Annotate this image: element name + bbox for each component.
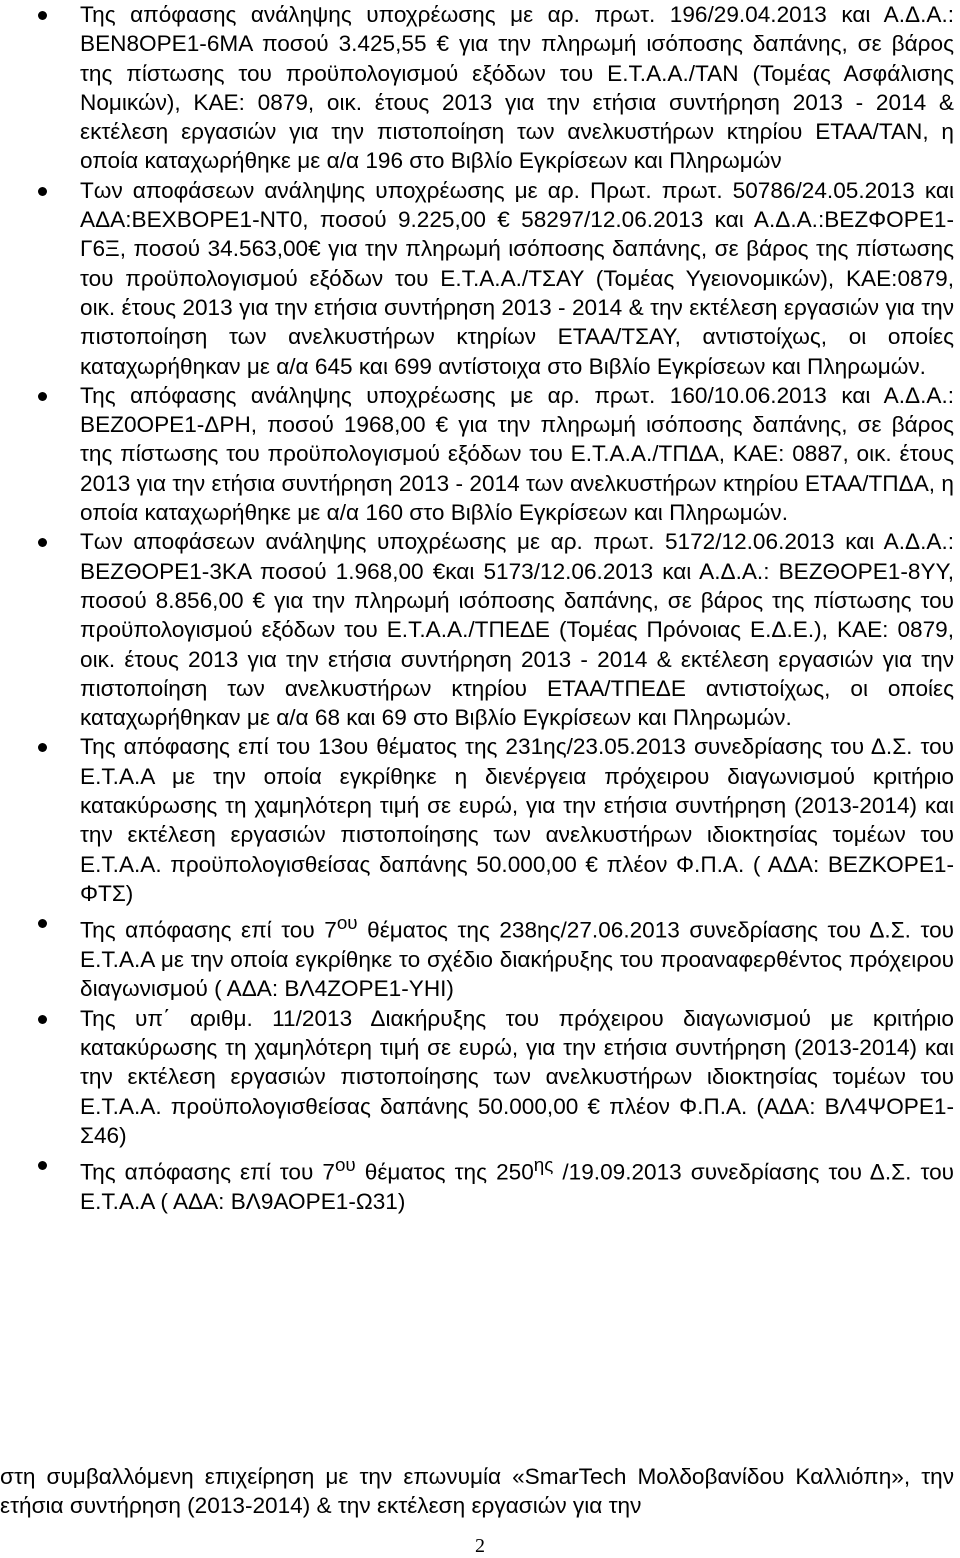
closing-paragraph: στη συμβαλλόμενη επιχείρηση με την επωνυμία «SmarTech Μολδοβανίδου Καλλιόπη», την ετήσια συντήρηση (2013-2014) & την εκτέλεση εργασιών για την: [0, 1464, 954, 1519]
list-item: [0, 1004, 960, 1150]
bullet-icon: [38, 187, 47, 196]
bullet-icon: [38, 919, 47, 928]
list-item-text: Της απόφασης ανάληψης υποχρέωσης με αρ. πρωτ. 196/29.04.2013 και Α.Δ.Α.: ΒΕΝ8ΟΡΕ1-6ΜΑ ποσού 3.425,55 € για την πληρωμή ισόποσης δαπάνης, σε βάρος της πίστωσης του προϋπολογισμού εξόδων του Ε.Τ.Α.Α./ΤΑΝ (Τομέας Ασφάλισης Νομικών), ΚΑΕ: 0879, οικ. έτους 2013 για την ετήσια συντήρηση 2013 - 2014 & εκτέλεση εργασιών για την πιστοποίηση των ανελκυστήρων κτηρίου ΕΤΑΑ/ΤΑΝ, η οποία καταχωρήθηκε με α/α 196 στο Βιβλίο Εγκρίσεων και Πληρωμών: [80, 2, 954, 174]
bullet-icon: [38, 392, 47, 401]
list-item-text: Των αποφάσεων ανάληψης υποχρέωσης με αρ. Πρωτ. πρωτ. 50786/24.05.2013 και ΑΔΑ:ΒΕΧΒΟΡΕ1-ΝΤ0, ποσού 9.225,00 € 58297/12.06.2013 και Α.Δ.Α.:ΒΕΖΦΟΡΕ1-Γ6Ξ, ποσού 34.563,00€ για την πληρωμή ισόποσης δαπάνης, σε βάρος της πίστωσης του προϋπολογισμού εξόδων του Ε.Τ.Α.Α./ΤΣΑΥ (Τομέας Υγειονομικών), ΚΑΕ:0879, οικ. έτους 2013 για την ετήσια συντήρηση 2013 - 2014 & την εκτέλεση εργασιών για την πιστοποίηση των ανελκυστήρων κτηρίων ΕΤΑΑ/ΤΣΑΥ, αντιστοίχως, οι οποίες καταχωρήθηκαν με α/α 645 και 699 αντίστοιχα στο Βιβλίο Εγκρίσεων και Πληρωμών.: [80, 177, 954, 379]
bullet-icon: [38, 538, 47, 547]
text-segment: θέματος της 250: [355, 1159, 534, 1185]
superscript: ης: [533, 1154, 554, 1176]
list-item: [0, 527, 960, 732]
text-segment: θέματος της 238ης/27.06.2013 συνεδρίασης του Δ.Σ. του Ε.Τ.Α.Α με την οποία εγκρίθηκε το σχέδιο διακήρυξης του προαναφερθέντος πρόχειρου διαγωνισμού ( ΑΔΑ: ΒΛ4ΖΟΡΕ1-ΥΗΙ): [80, 917, 954, 1002]
bullet-icon: [38, 743, 47, 752]
bullet-icon: [38, 11, 47, 20]
bullet-icon: [38, 1161, 47, 1170]
text-segment: /19.09.2013 συνεδρίασης του Δ.Σ. του Ε.Τ.Α.Α ( ΑΔΑ: ΒΛ9ΑΟΡΕ1-Ω31): [80, 1159, 954, 1214]
list-item-text: Της απόφασης επί του 13ου θέματος της 231ης/23.05.2013 συνεδρίασης του Δ.Σ. του Ε.Τ.Α.Α με την οποία εγκρίθηκε η διενέργεια πρόχειρου διαγωνισμού κριτήριο κατακύρωσης τη χαμηλότερη τιμή σε ευρώ, για την ετήσια συντήρηση (2013-2014) και την εκτέλεση εργασιών πιστοποίησης των ανελκυστήρων ιδιοκτησίας τομέων του Ε.Τ.Α.Α. προϋπολογισθείσας δαπάνης 50.000,00 € πλέον Φ.Π.Α. ( ΑΔΑ: ΒΕΖΚΟΡΕ1-ΦΤΣ): [80, 734, 954, 906]
text-segment: Της απόφασης επί του 7: [80, 917, 337, 943]
list-item-text: Της υπ΄ αριθμ. 11/2013 Διακήρυξης του πρόχειρου διαγωνισμού με κριτήριο κατακύρωσης τη χαμηλότερη τιμή σε ευρώ, για την ετήσια συντήρηση (2013-2014) και την εκτέλεση εργασιών πιστοποίησης των ανελκυστήρων ιδιοκτησίας τομέων του Ε.Τ.Α.Α. προϋπολογισθείσας δαπάνης 50.000,00 € πλέον Φ.Π.Α. (ΑΔΑ: ΒΛ4ΨΟΡΕ1-Σ46): [80, 1005, 954, 1148]
page-number: 2: [475, 1535, 485, 1557]
list-item: [0, 1150, 960, 1216]
list-item-text: [80, 908, 954, 1003]
list-item: [0, 732, 960, 908]
list-item: [0, 176, 960, 381]
superscript: ου: [336, 912, 358, 934]
list-item: [0, 0, 960, 176]
list-item-text: Της απόφασης ανάληψης υποχρέωσης με αρ. πρωτ. 160/10.06.2013 και Α.Δ.Α.: ΒΕΖ0ΟΡΕ1-ΔΡΗ, ποσού 1968,00 € για την πληρωμή ισόποσης δαπάνης, σε βάρος της πίστωσης του προϋπολογισμού εξόδων του Ε.Τ.Α.Α./ΤΠΔΑ, ΚΑΕ: 0887, οικ. έτους 2013 για την ετήσια συντήρηση 2013 - 2014 των ανελκυστήρων κτηρίου ΕΤΑΑ/ΤΠΔΑ, η οποία καταχωρήθηκε με α/α 160 στο Βιβλίο Εγκρίσεων και Πληρωμών.: [80, 382, 954, 526]
list-item-text: Των αποφάσεων ανάληψης υποχρέωσης με αρ. πρωτ. 5172/12.06.2013 και Α.Δ.Α.: ΒΕΖΘΟΡΕ1-3ΚΑ ποσού 1.968,00 €και 5173/12.06.2013 και Α.Δ.Α.: ΒΕΖΘΟΡΕ1-8ΥΥ, ποσού 8.856,00 € για την πληρωμή ισόποσης δαπάνης, σε βάρος της πίστωσης του προϋπολογισμού εξόδων του Ε.Τ.Α.Α./ΤΠΕΔΕ (Τομέας Πρόνοιας Ε.Δ.Ε.), ΚΑΕ: 0879, οικ. έτους 2013 για την ετήσια συντήρηση 2013 - 2014 & εκτέλεση εργασιών για την πιστοποίηση των ανελκυστήρων κτηρίου ΕΤΑΑ/ΤΠΕΔΕ αντιστοίχως, οι οποίες καταχωρήθηκαν με α/α 68 και 69 στο Βιβλίο Εγκρίσεων και Πληρωμών.: [80, 529, 954, 731]
list-item: [0, 381, 960, 527]
bullet-icon: [38, 1015, 47, 1024]
list-item: [0, 908, 960, 1003]
text-segment: Της απόφασης επί του 7: [80, 1159, 335, 1185]
list-item-text: [80, 1150, 954, 1216]
superscript: ου: [334, 1154, 356, 1176]
